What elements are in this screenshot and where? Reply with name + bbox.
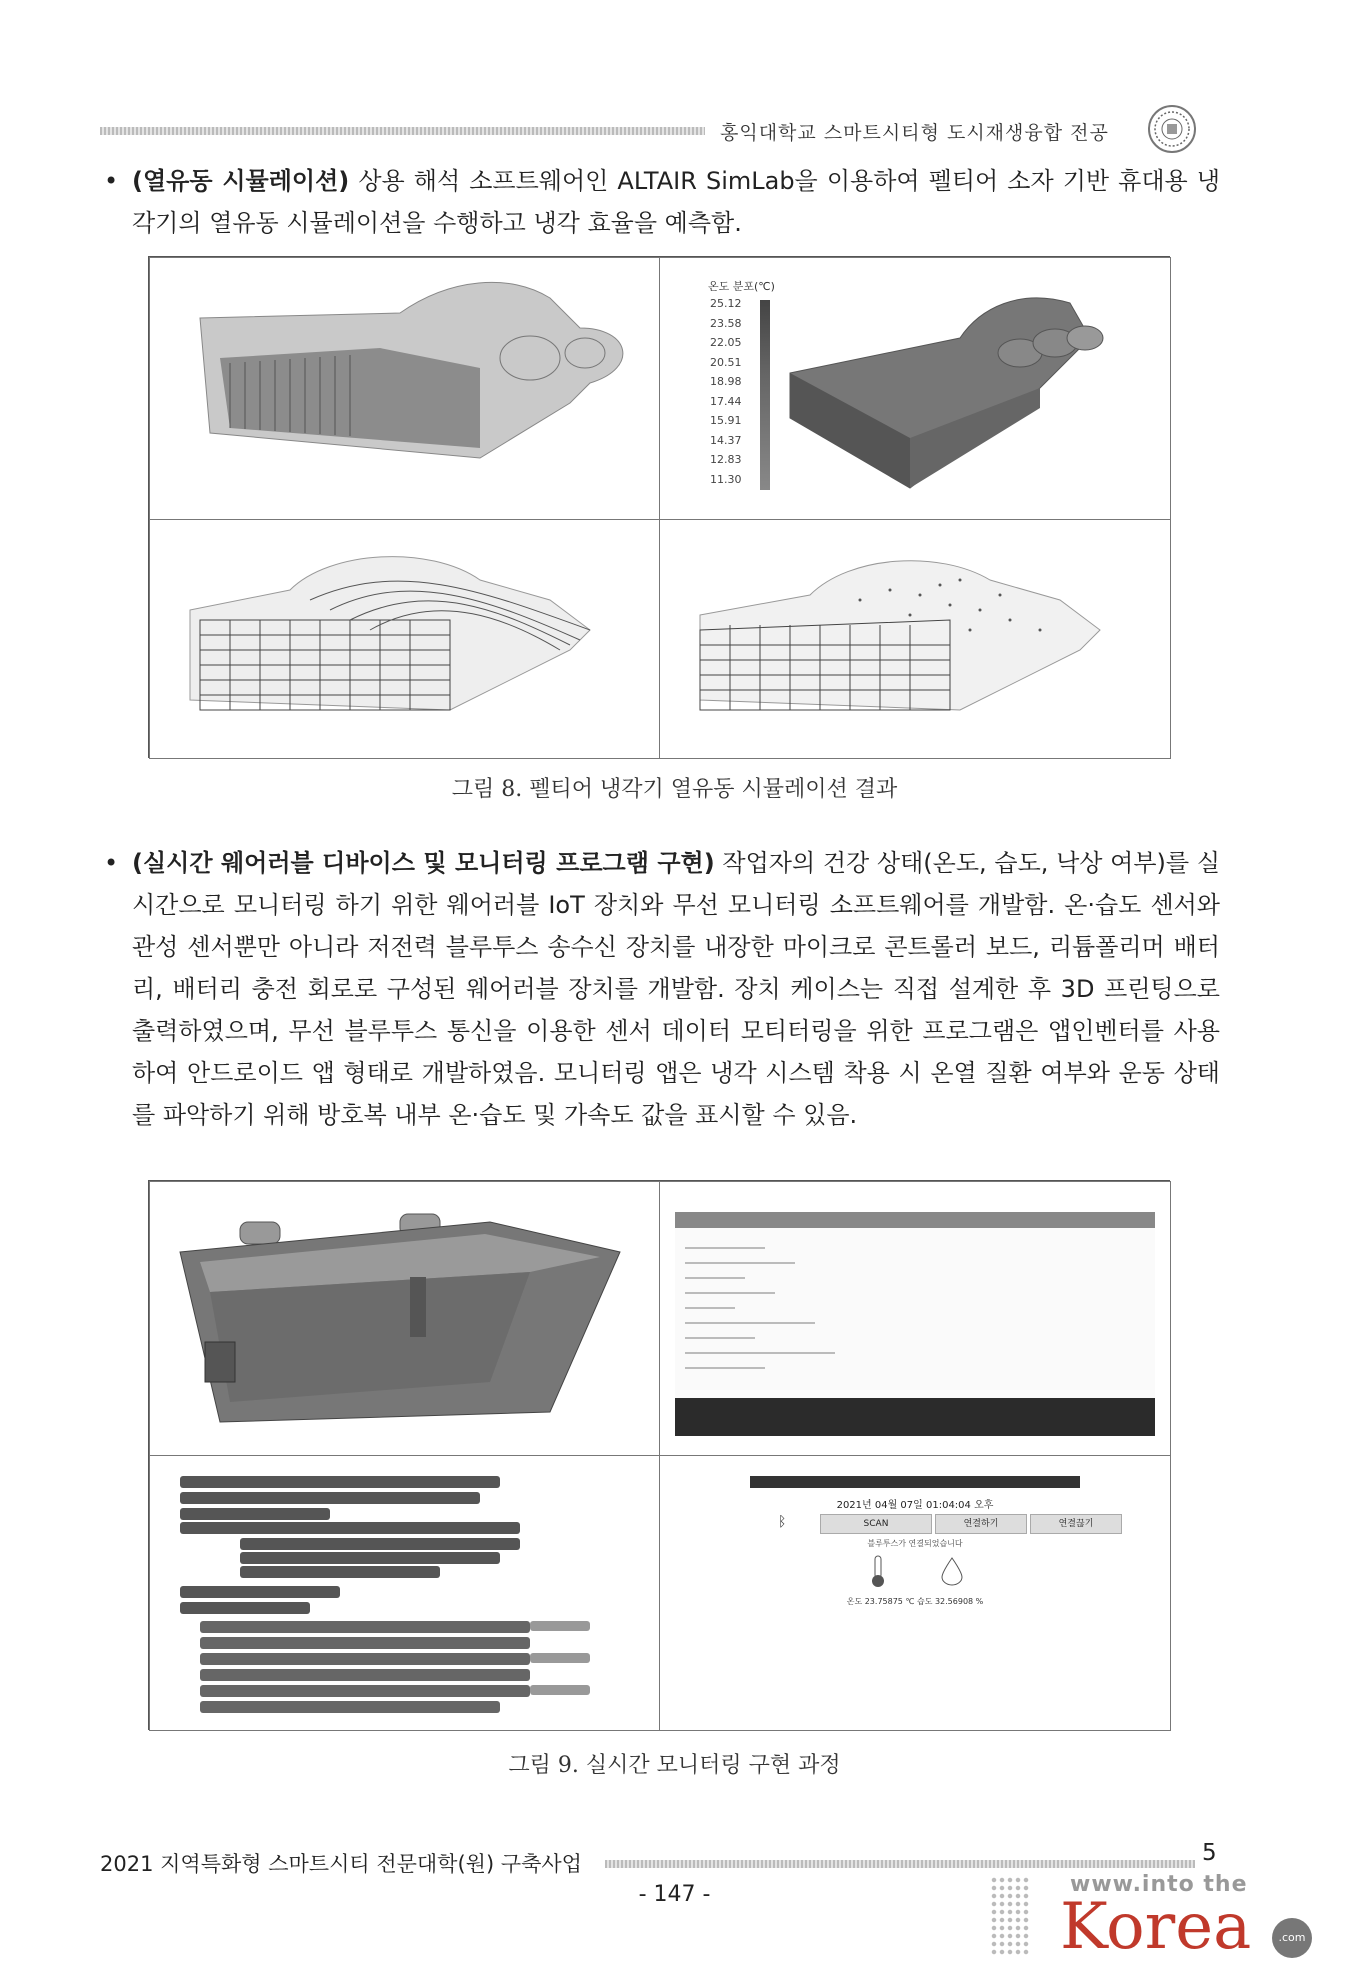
header-title: 홍익대학교 스마트시티형 도시재생융합 전공 (720, 122, 1109, 144)
watermark-line1: www.into the (1070, 1872, 1248, 1897)
figure-9 (148, 1180, 1170, 1730)
device-case-3d-view (149, 1181, 661, 1457)
header-rule (100, 127, 705, 135)
legend-title: 온도 분포(℃) (708, 280, 775, 293)
section-body: 작업자의 건강 상태(온도, 습도, 낙상 여부)를 실시간으로 모니터링 하기 위한 웨어러블 IoT 장치와 무선 모니터링 소프트웨어를 개발함. 온·습도 센서와 관성 센서뿐만 아니라 저전력 블루투스 송수신 장치를 내장한 마이크로 콘트롤러 보드, 리튬폴리머 배터리, 배터리 충전 회로로 구성된 웨어러블 장치를 개발함. 장치 케이스는 직접 설계한 후 3D 프린팅으로 출력하였으며, 무선 블루투스 통신을 이용한 센서 데이터 모티터링을 위한 프로그램은 앱인벤터를 사용하여 안드로이드 앱 형태로 개발하였음. 모니터링 앱은 냉각 시스템 착용 시 온열 질환 여부와 운동 상태를 파악하기 위해 방호복 내부 온·습도 및 가속도 값을 표시할 수 있음. (132, 849, 1221, 1129)
bluetooth-icon: ᛒ (778, 1514, 787, 1530)
connect-button[interactable]: 연결하기 (935, 1514, 1027, 1534)
editor-toolbar (675, 1212, 1155, 1228)
temperature-distribution-view (659, 257, 1171, 521)
airflow-streamline-view (149, 519, 661, 759)
watermark-dots-icon (990, 1876, 1030, 1956)
bullet-marker: • (104, 849, 119, 877)
section-heading: (열유동 시뮬레이션) (132, 167, 350, 195)
temperature-legend-values: 25.12 23.58 22.05 20.51 18.98 17.44 15.91 14.37 12.83 11.30 (710, 297, 742, 486)
print-page-number: - 147 - (638, 1882, 711, 1907)
particle-trace-view (659, 519, 1171, 759)
editor-code-area (675, 1228, 1155, 1398)
watermark-suffix: .com (1272, 1918, 1312, 1958)
bullet-marker: • (104, 167, 119, 195)
section-body: 상용 해석 소프트웨어인 ALTAIR SimLab을 이용하여 펠티어 소자 기반 휴대용 냉각기의 열유동 시뮬레이션을 수행하고 냉각 효율을 예측함. (132, 167, 1221, 237)
watermark-logo (990, 1870, 1320, 1970)
app-status-bar (750, 1476, 1080, 1488)
editor-console (675, 1398, 1155, 1436)
app-inventor-blocks-view (149, 1455, 661, 1731)
figure-8-caption: 그림 8. 펠티어 냉각기 열유동 시뮬레이션 결과 (451, 777, 898, 802)
connection-status: 블루투스가 연결되었습니다 (867, 1539, 963, 1548)
footer-project: 2021 지역특화형 스마트시티 전문대학(원) 구축사업 (100, 1852, 582, 1876)
thermometer-icon (870, 1554, 886, 1592)
app-datetime: 2021년 04월 07일 01:04:04 오후 (836, 1500, 994, 1511)
footer-rule (605, 1860, 1195, 1868)
source-code-editor-view (659, 1181, 1171, 1457)
disconnect-button[interactable]: 연결끊기 (1030, 1514, 1122, 1534)
scan-button[interactable]: SCAN (820, 1514, 932, 1534)
watermark-brand: Korea (1060, 1890, 1252, 1964)
figure-8 (148, 256, 1170, 758)
figure-9-caption: 그림 9. 실시간 모니터링 구현 과정 (508, 1753, 841, 1778)
sensor-reading: 온도 23.75875 ℃ 습도 32.56908 % (846, 1597, 984, 1606)
page-number: 5 (1202, 1840, 1217, 1866)
section-heading: (실시간 웨어러블 디바이스 및 모니터링 프로그램 구현) (132, 849, 715, 877)
section-thermal-simulation (104, 160, 1221, 244)
simulation-model-view (149, 257, 661, 521)
section-wearable-monitoring (104, 842, 1221, 1136)
humidity-icon (940, 1556, 964, 1590)
university-seal-icon (1148, 105, 1196, 153)
android-monitoring-app-view (659, 1455, 1171, 1731)
